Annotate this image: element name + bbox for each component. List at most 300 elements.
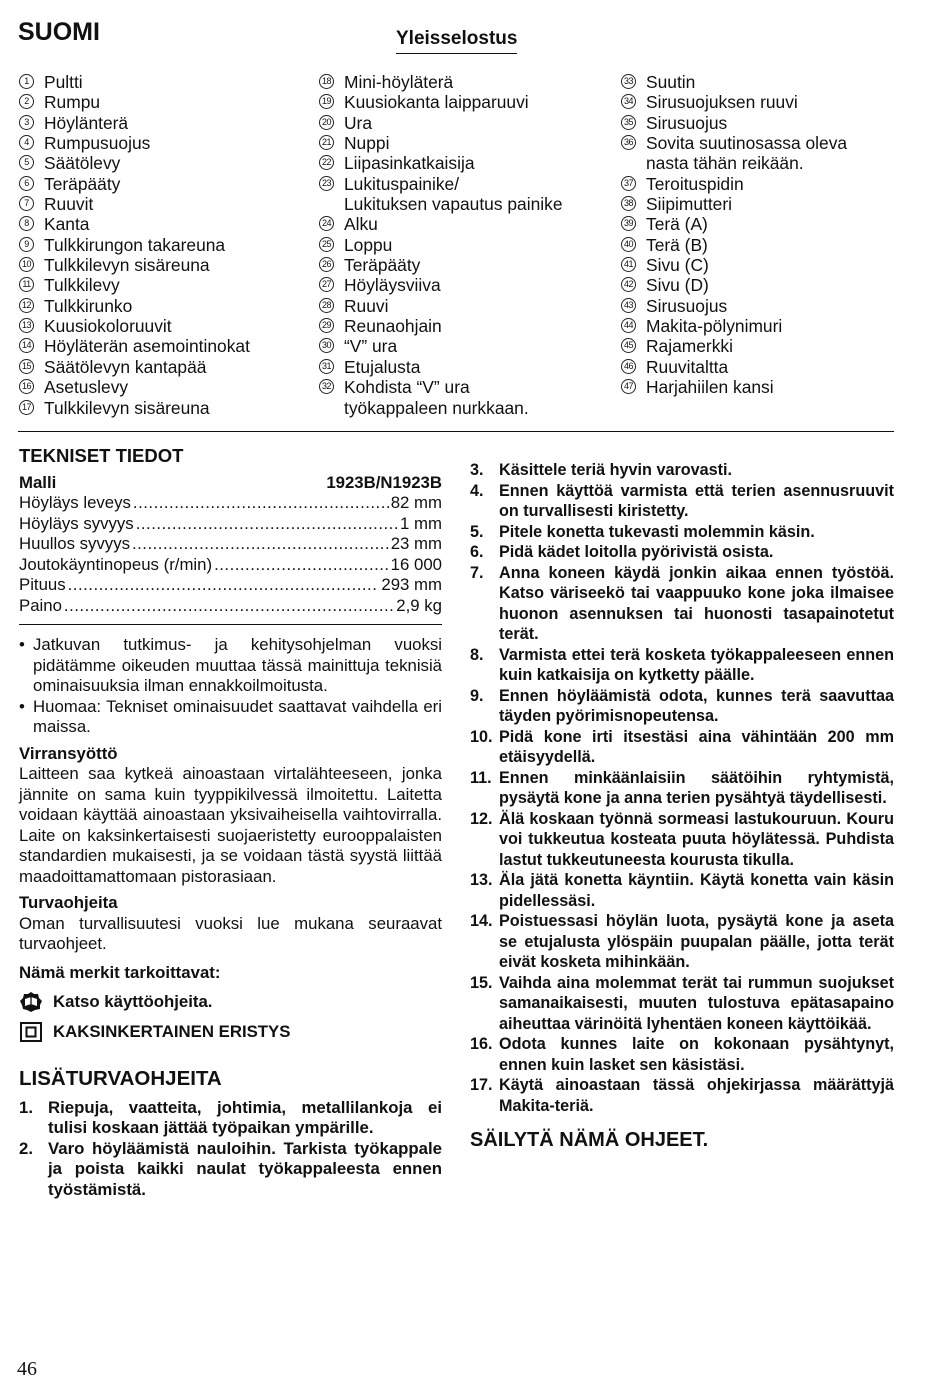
part-item bbox=[621, 133, 847, 174]
item-number: 3. bbox=[470, 461, 484, 479]
spec-value: 23 mm bbox=[390, 534, 442, 553]
part-item bbox=[19, 174, 250, 194]
part-number: 31 bbox=[319, 359, 334, 374]
part-label-line: Sirusuojuksen ruuvi bbox=[646, 92, 798, 113]
part-label-line: Tulkkirunko bbox=[44, 295, 133, 316]
part-label bbox=[44, 336, 250, 356]
item-text: Poistuessasi höylän luota, pysäytä kone ja aseta se etujalusta ylöspäin puupalan päälle, jotta terät eivät kosketa mihinkään. bbox=[499, 912, 894, 971]
item-text: Vaihda aina molemmat terät tai rummun suojukset samanaikaisesti, muuten tulostuva epätasapaino aiheuttaa värinöitä lyhentäen koneen käyttöikää. bbox=[499, 973, 894, 1033]
spec-value: 1 mm bbox=[400, 513, 442, 533]
part-label bbox=[344, 214, 378, 234]
item-number: 11. bbox=[470, 768, 492, 787]
symbol-label: Katso käyttöohjeita. bbox=[53, 991, 213, 1011]
part-item bbox=[319, 357, 563, 377]
item-number: 10. bbox=[470, 727, 493, 746]
part-item bbox=[621, 113, 847, 133]
safety-list-part-2 bbox=[470, 460, 894, 1116]
part-number: 14 bbox=[19, 338, 34, 353]
part-label bbox=[344, 133, 389, 153]
safety-item bbox=[470, 809, 894, 871]
spec-label: Joutokäyntinopeus (r/min) bbox=[19, 554, 213, 574]
part-label-line: Siipimutteri bbox=[646, 194, 733, 215]
item-number: 9. bbox=[470, 686, 484, 705]
divider bbox=[19, 624, 442, 625]
part-label bbox=[344, 275, 441, 295]
spec-label: Huullos syvyys bbox=[19, 534, 130, 553]
spec-row bbox=[19, 534, 442, 555]
part-label bbox=[44, 357, 206, 377]
part-item bbox=[319, 255, 563, 275]
part-number: 18 bbox=[319, 74, 334, 89]
spec-row bbox=[19, 596, 442, 617]
part-item bbox=[319, 214, 563, 234]
part-label-line: Lukituksen vapautus painike bbox=[344, 194, 563, 215]
part-label-line: Ruuvi bbox=[344, 295, 389, 316]
part-label-line: Rumpu bbox=[44, 92, 101, 113]
spec-row bbox=[19, 493, 442, 514]
spec-row bbox=[19, 514, 442, 535]
model-value: 1923B/N1923B bbox=[326, 472, 442, 492]
parts-list-column-2 bbox=[319, 72, 563, 418]
part-number: 20 bbox=[319, 115, 334, 130]
part-item bbox=[621, 235, 847, 255]
safety-item bbox=[470, 870, 894, 911]
part-label bbox=[646, 133, 847, 174]
part-number: 21 bbox=[319, 135, 334, 150]
part-item bbox=[19, 357, 250, 377]
item-text: Varo höyläämistä nauloihin. Tarkista työkappale ja poista kaikki naulat työkappaleesta ennen työstämistä. bbox=[48, 1138, 442, 1199]
part-label-line: Kanta bbox=[44, 214, 90, 235]
part-number: 37 bbox=[621, 176, 636, 191]
part-label-line: Tulkkilevyn sisäreuna bbox=[44, 397, 210, 418]
part-number: 33 bbox=[621, 74, 636, 89]
part-label-line: nasta tähän reikään. bbox=[646, 153, 804, 174]
note-text: Huomaa: Tekniset ominaisuudet saattavat vaihdella eri maissa. bbox=[33, 696, 442, 736]
part-number: 3 bbox=[19, 115, 34, 130]
part-label bbox=[646, 214, 708, 234]
power-text: Laitteen saa kytkeä ainoastaan virtalähteeseen, jonka jännite on sama kuin tyyppikilvessä ilmoitettu. Laitetta voidaan käyttää ainoastaan yksivaiheisella vaihtovirralla. Laite on kaksinkertaisesti suojaeristetty eurooppalaisten standardien mukaisesti, ja se voidaan tästä syystä liittää maadoittamattomaan pistorasiaan. bbox=[19, 764, 442, 886]
part-item bbox=[19, 275, 250, 295]
additional-safety-title: LISÄTURVAOHJEITA bbox=[19, 1067, 222, 1090]
part-label-line: Kuusiokanta laipparuuvi bbox=[344, 92, 529, 113]
part-label-line: Sivu (C) bbox=[646, 255, 709, 276]
part-label-line: Ruuvitaltta bbox=[646, 356, 729, 377]
part-number: 10 bbox=[19, 257, 34, 272]
safety-item bbox=[470, 911, 894, 973]
part-number: 46 bbox=[621, 359, 636, 374]
part-label bbox=[44, 133, 150, 153]
part-item bbox=[19, 72, 250, 92]
item-number: 13. bbox=[470, 871, 493, 889]
part-item bbox=[19, 133, 250, 153]
symbol-label: KAKSINKERTAINEN ERISTYS bbox=[53, 1021, 291, 1041]
leader-dots bbox=[133, 493, 389, 514]
safety-list-part-1 bbox=[19, 1098, 442, 1201]
spec-row bbox=[19, 555, 442, 576]
part-number: 27 bbox=[319, 277, 334, 292]
part-label-line: Loppu bbox=[344, 234, 393, 255]
part-item bbox=[319, 174, 563, 215]
part-number: 13 bbox=[19, 318, 34, 333]
part-label-line: Teräpääty bbox=[44, 173, 121, 194]
leader-dots bbox=[214, 555, 389, 576]
part-item bbox=[319, 316, 563, 336]
safety-item bbox=[19, 1098, 442, 1139]
part-number: 5 bbox=[19, 155, 34, 170]
spec-label: Paino bbox=[19, 595, 62, 615]
part-label bbox=[44, 72, 83, 92]
part-label-line: Mini-höyläterä bbox=[344, 72, 454, 92]
item-text: Ennen höyläämistä odota, kunnes terä saavuttaa täyden pyörimisnopeutensa. bbox=[499, 686, 894, 725]
right-column bbox=[470, 460, 894, 1151]
safety-item bbox=[470, 542, 894, 563]
part-item bbox=[319, 153, 563, 173]
symbol-row-manual bbox=[19, 991, 442, 1013]
part-number: 38 bbox=[621, 196, 636, 211]
item-text: Käytä ainoastaan tässä ohjekirjassa määrättyjä Makita-teriä. bbox=[499, 1076, 894, 1115]
model-label: Malli bbox=[19, 472, 57, 492]
part-label-line: Teroituspidin bbox=[646, 173, 744, 194]
part-number: 1 bbox=[19, 74, 34, 89]
part-item bbox=[621, 357, 847, 377]
item-number: 1. bbox=[19, 1097, 33, 1117]
part-label bbox=[44, 398, 210, 418]
safety-text: Oman turvallisuutesi vuoksi lue mukana seuraavat turvaohjeet. bbox=[19, 913, 442, 953]
part-item bbox=[19, 92, 250, 112]
part-number: 11 bbox=[19, 277, 34, 292]
spec-label: Höyläys syvyys bbox=[19, 513, 134, 533]
part-label-line: Rumpusuojus bbox=[44, 133, 151, 154]
item-text: Anna koneen käydä jonkin aikaa ennen työstöä. Katso väriseekö tai vaappuuko kone joka ilmaisee huonon asennuksen tai huonosti tasapainotetut terät. bbox=[499, 563, 894, 643]
part-label bbox=[344, 235, 392, 255]
part-item bbox=[19, 377, 250, 397]
item-number: 12. bbox=[470, 809, 493, 828]
part-item bbox=[19, 336, 250, 356]
part-number: 9 bbox=[19, 237, 34, 252]
symbols-intro: Nämä merkit tarkoittavat: bbox=[19, 962, 221, 982]
part-item bbox=[319, 275, 563, 295]
part-label-line: Sirusuojus bbox=[646, 112, 728, 133]
part-item bbox=[319, 92, 563, 112]
safety-item bbox=[470, 686, 894, 727]
part-item bbox=[19, 194, 250, 214]
read-manual-icon bbox=[19, 991, 43, 1013]
part-label bbox=[646, 296, 727, 316]
item-text: Pitele konetta tukevasti molemmin käsin. bbox=[499, 522, 815, 541]
part-label-line: Tulkkilevyn sisäreuna bbox=[44, 255, 210, 276]
item-text: Riepuja, vaatteita, johtimia, metallilankoja ei tulisi koskaan jättää työpaikan ympärille. bbox=[48, 1097, 442, 1137]
spec-label: Pituus bbox=[19, 575, 66, 594]
note-item: • Jatkuvan tutkimus- ja kehitysohjelman vuoksi pidätämme oikeuden muuttaa tässä mainittuja teknisiä ominaisuuksia ilman ennakkoilmoitusta. bbox=[19, 635, 442, 695]
part-label bbox=[646, 316, 782, 336]
note-text: Jatkuvan tutkimus- ja kehitysohjelman vuoksi pidätämme oikeuden muuttaa tässä mainittuja teknisiä ominaisuuksia ilman ennakkoilmoitusta. bbox=[33, 635, 442, 695]
parts-list-column-1 bbox=[19, 72, 250, 418]
part-item bbox=[621, 174, 847, 194]
part-label bbox=[44, 235, 225, 255]
part-number: 36 bbox=[621, 135, 636, 150]
part-number: 43 bbox=[621, 298, 636, 313]
part-number: 45 bbox=[621, 338, 636, 353]
item-text: Varmista ettei terä kosketa työkappaleeseen ennen kuin katkaisija on kytketty päälle. bbox=[499, 645, 894, 684]
item-text: Äla jätä konetta käyntiin. Käytä konetta vain käsin pidellessäsi. bbox=[499, 871, 894, 910]
part-label bbox=[344, 336, 397, 356]
part-label bbox=[44, 92, 100, 112]
part-number: 47 bbox=[621, 379, 636, 394]
part-label-line: Höyläterän asemointinokat bbox=[44, 336, 250, 357]
part-item bbox=[19, 398, 250, 418]
part-number: 22 bbox=[319, 155, 334, 170]
part-label-line: Tulkkirungon takareuna bbox=[44, 234, 226, 255]
spec-value: 293 mm bbox=[381, 575, 442, 594]
part-number: 44 bbox=[621, 318, 636, 333]
part-label bbox=[646, 113, 727, 133]
part-label-line: Kuusiokoloruuvit bbox=[44, 316, 172, 337]
safety-item bbox=[470, 522, 894, 543]
part-number: 34 bbox=[621, 94, 636, 109]
part-label-line: Terä (A) bbox=[646, 214, 708, 235]
part-number: 23 bbox=[319, 176, 334, 191]
item-text: Ennen minkäänlaisiin säätöihin ryhtymistä, pysäytä kone ja anna terien pysähtyä täydellisesti. bbox=[499, 768, 894, 807]
part-number: 19 bbox=[319, 94, 334, 109]
part-label-line: Etujalusta bbox=[344, 356, 421, 377]
safety-title: Turvaohjeita bbox=[19, 893, 118, 912]
spec-row bbox=[19, 575, 442, 596]
part-label bbox=[646, 377, 774, 397]
part-label bbox=[44, 153, 120, 173]
safety-item bbox=[470, 645, 894, 686]
part-item bbox=[621, 296, 847, 316]
part-label bbox=[44, 174, 120, 194]
parts-list-column-3 bbox=[621, 72, 847, 398]
part-label-line: Säätölevyn kantapää bbox=[44, 356, 207, 377]
part-number: 29 bbox=[319, 318, 334, 333]
part-label bbox=[646, 92, 798, 112]
part-number: 40 bbox=[621, 237, 636, 252]
part-label bbox=[344, 357, 420, 377]
part-item bbox=[319, 133, 563, 153]
item-text: Pidä kädet loitolla pyörivistä osista. bbox=[499, 543, 774, 561]
part-label-line: Nuppi bbox=[344, 133, 390, 154]
divider bbox=[18, 431, 894, 432]
part-item bbox=[621, 377, 847, 397]
part-label bbox=[44, 377, 128, 397]
item-text: Ennen käyttöä varmista että terien asennusruuvit on turvallisesti kiristetty. bbox=[499, 481, 894, 520]
part-label bbox=[44, 194, 93, 214]
part-number: 15 bbox=[19, 359, 34, 374]
part-item bbox=[19, 296, 250, 316]
part-label-line: Suutin bbox=[646, 72, 696, 92]
part-label bbox=[44, 296, 132, 316]
model-row bbox=[19, 473, 442, 494]
part-label-line: Ura bbox=[344, 112, 373, 133]
part-label-line: Kohdista “V” ura bbox=[344, 377, 470, 398]
page-number: 46 bbox=[17, 1358, 37, 1380]
safety-item bbox=[470, 768, 894, 809]
part-label-line: “V” ura bbox=[344, 336, 398, 357]
part-number: 32 bbox=[319, 379, 334, 394]
safety-item bbox=[19, 1139, 442, 1201]
part-item bbox=[319, 72, 563, 92]
part-label bbox=[646, 72, 695, 92]
part-label-line: Säätölevy bbox=[44, 153, 121, 174]
part-number: 26 bbox=[319, 257, 334, 272]
part-label bbox=[44, 255, 210, 275]
part-label-line: Rajamerkki bbox=[646, 336, 733, 357]
part-label-line: Sivu (D) bbox=[646, 275, 709, 296]
item-number: 17. bbox=[470, 1076, 493, 1094]
safety-item bbox=[470, 563, 894, 645]
item-text: Pidä kone irti itsestäsi aina vähintään 200 mm etäisyydellä. bbox=[499, 727, 894, 766]
part-label-line: Harjahiilen kansi bbox=[646, 377, 774, 398]
safety-item bbox=[470, 481, 894, 522]
part-label bbox=[344, 113, 372, 133]
section-title: Yleisselostus bbox=[396, 28, 517, 54]
part-label bbox=[344, 153, 475, 173]
part-number: 12 bbox=[19, 298, 34, 313]
part-item bbox=[19, 255, 250, 275]
part-number: 28 bbox=[319, 298, 334, 313]
part-label-line: Sirusuojus bbox=[646, 295, 728, 316]
spec-rows bbox=[19, 493, 442, 616]
part-item bbox=[19, 153, 250, 173]
part-item bbox=[621, 72, 847, 92]
safety-item bbox=[470, 1034, 894, 1075]
item-number: 7. bbox=[470, 563, 484, 582]
leader-dots bbox=[136, 514, 398, 535]
part-number: 35 bbox=[621, 115, 636, 130]
item-text: Älä koskaan työnnä sormeasi lastukouruun. Kouru voi tukkeutua kosteata puuta höylätessä. Puhdista lastut tukkeutuneesta kourusta tikulla. bbox=[499, 809, 894, 869]
part-item bbox=[19, 214, 250, 234]
spec-value: 16 000 bbox=[390, 554, 442, 574]
part-label bbox=[44, 113, 128, 133]
part-number: 39 bbox=[621, 216, 636, 231]
part-number: 16 bbox=[19, 379, 34, 394]
part-item bbox=[621, 214, 847, 234]
part-label-line: Höylänterä bbox=[44, 112, 129, 133]
part-label-line: Terä (B) bbox=[646, 234, 708, 255]
left-column bbox=[19, 446, 442, 1200]
part-number: 17 bbox=[19, 400, 34, 415]
leader-dots bbox=[68, 575, 380, 596]
part-label-line: Alku bbox=[344, 214, 378, 235]
part-item bbox=[621, 275, 847, 295]
part-number: 2 bbox=[19, 94, 34, 109]
power-title: Virransyöttö bbox=[19, 743, 118, 763]
part-item bbox=[621, 194, 847, 214]
part-label bbox=[646, 235, 708, 255]
part-label-line: Lukituspainike/ bbox=[344, 173, 460, 194]
part-label bbox=[344, 255, 420, 275]
part-label bbox=[44, 316, 172, 336]
item-number: 6. bbox=[470, 543, 484, 561]
part-label-line: työkappaleen nurkkaan. bbox=[344, 397, 529, 418]
part-label-line: Höyläysviiva bbox=[344, 275, 441, 296]
item-text: Käsittele teriä hyvin varovasti. bbox=[499, 461, 733, 479]
part-label-line: Makita-pölynimuri bbox=[646, 316, 783, 337]
part-number: 25 bbox=[319, 237, 334, 252]
safety-item bbox=[470, 1075, 894, 1116]
double-insulation-icon bbox=[19, 1021, 43, 1043]
part-label bbox=[646, 275, 709, 295]
part-item bbox=[319, 296, 563, 316]
part-item bbox=[19, 113, 250, 133]
item-number: 15. bbox=[470, 973, 493, 992]
part-label bbox=[344, 316, 442, 336]
part-label bbox=[44, 214, 89, 234]
item-number: 2. bbox=[19, 1138, 33, 1158]
part-label bbox=[344, 174, 563, 215]
symbol-row-insulation bbox=[19, 1021, 442, 1043]
item-number: 16. bbox=[470, 1035, 493, 1053]
part-number: 4 bbox=[19, 135, 34, 150]
part-number: 30 bbox=[319, 338, 334, 353]
leader-dots bbox=[132, 534, 389, 555]
spec-value: 82 mm bbox=[390, 493, 442, 512]
part-number: 24 bbox=[319, 216, 334, 231]
keep-instructions-heading: SÄILYTÄ NÄMÄ OHJEET. bbox=[470, 1129, 709, 1151]
part-item bbox=[319, 113, 563, 133]
item-text: Odota kunnes laite on kokonaan pysähtynyt, ennen kuin lasket sen käsistäsi. bbox=[499, 1035, 894, 1074]
spec-value: 2,9 kg bbox=[396, 595, 442, 615]
part-number: 7 bbox=[19, 196, 34, 211]
part-label-line: Reunaohjain bbox=[344, 316, 442, 337]
part-item bbox=[19, 316, 250, 336]
item-number: 5. bbox=[470, 522, 484, 541]
part-number: 8 bbox=[19, 216, 34, 231]
part-item bbox=[621, 92, 847, 112]
part-item bbox=[621, 255, 847, 275]
part-item bbox=[319, 336, 563, 356]
part-number: 6 bbox=[19, 176, 34, 191]
part-label-line: Pultti bbox=[44, 72, 83, 92]
language-heading: SUOMI bbox=[18, 18, 100, 46]
part-label bbox=[646, 174, 744, 194]
part-item bbox=[319, 235, 563, 255]
part-label-line: Tulkkilevy bbox=[44, 275, 120, 296]
safety-item bbox=[470, 727, 894, 768]
specs-title: TEKNISET TIEDOT bbox=[19, 445, 184, 466]
part-label bbox=[646, 357, 728, 377]
part-number: 41 bbox=[621, 257, 636, 272]
part-label-line: Sovita suutinosassa oleva bbox=[646, 133, 848, 154]
part-item bbox=[621, 316, 847, 336]
part-label-line: Liipasinkatkaisija bbox=[344, 153, 475, 174]
part-label bbox=[344, 92, 529, 112]
spec-label: Höyläys leveys bbox=[19, 493, 131, 512]
note-item: • Huomaa: Tekniset ominaisuudet saattavat vaihdella eri maissa. bbox=[19, 696, 442, 736]
part-label bbox=[344, 72, 453, 92]
part-label bbox=[646, 336, 733, 356]
part-label-line: Teräpääty bbox=[344, 255, 421, 276]
item-number: 8. bbox=[470, 645, 484, 664]
part-label bbox=[44, 275, 120, 295]
leader-dots bbox=[64, 596, 394, 617]
part-label bbox=[646, 255, 709, 275]
part-item bbox=[319, 377, 563, 418]
item-number: 14. bbox=[470, 912, 493, 930]
part-label bbox=[344, 296, 388, 316]
part-label bbox=[344, 377, 529, 418]
part-label-line: Asetuslevy bbox=[44, 377, 129, 398]
part-item bbox=[621, 336, 847, 356]
part-label-line: Ruuvit bbox=[44, 194, 94, 215]
part-item bbox=[19, 235, 250, 255]
part-label bbox=[646, 194, 732, 214]
part-number: 42 bbox=[621, 277, 636, 292]
item-number: 4. bbox=[470, 481, 484, 500]
safety-item bbox=[470, 460, 894, 481]
safety-item bbox=[470, 973, 894, 1035]
